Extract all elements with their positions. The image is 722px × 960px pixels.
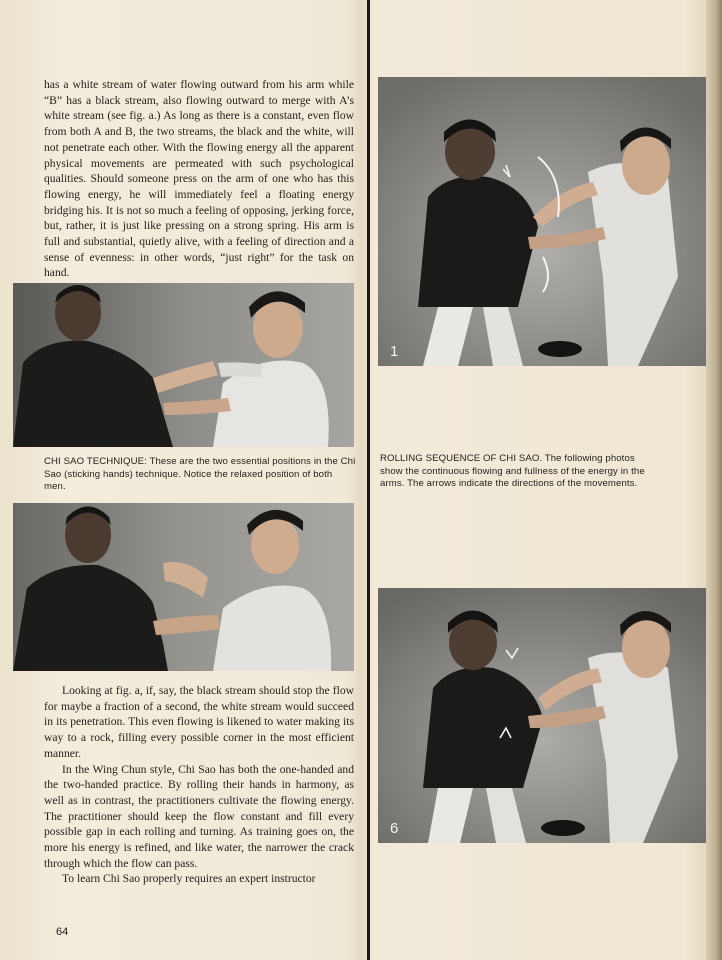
photo-rolling-sequence-1 bbox=[378, 77, 706, 366]
paragraph: In the Wing Chun style, Chi Sao has both the one-handed and the two-handed practice. By rolling their hands in harmony, as well as in contrast, the practitioners cultivate the flowing energy. The practitioner should keep the flow constant and fill every possible gap in each rolling and turning. As training goes on, the more his energy is refined, and like water, the narrower the crack through which the flow can pass. bbox=[44, 762, 354, 870]
caption-chi-sao-technique: CHI SAO TECHNIQUE: These are the two essential positions in the Chi Sao (sticking hands) technique. Notice the relaxed position of both men. bbox=[44, 456, 356, 493]
chi-sao-photo-4 bbox=[378, 588, 706, 843]
chi-sao-photo-1 bbox=[13, 283, 354, 447]
top-paragraph-text: has a white stream of water flowing outward from his arm while “B” has a black stream, also flowing outward to merge with A’s white stream (see fig. a.) As long as there is a constant, even flow from both A and B, the two streams, the black and the white, will not penetrate each other. With the flowing energy all the apparent physical movements are permeated with such psychological qualities. Should someone press on the arm of one who has this flowing energy, he will immediately feel a floating energy bridging his. It is not so much a feeling of opposing, jerking force, but, rather, it is just like pressing on a strong spring. His arm is full and substantial, quietly alive, with a feeling of direction and a sense of evenness: in other words, “just right” for the task on hand. bbox=[44, 78, 354, 280]
paragraph: To learn Chi Sao properly requires an expert instructor bbox=[62, 872, 316, 886]
chi-sao-photo-3 bbox=[378, 77, 706, 366]
page-number: 64 bbox=[56, 926, 69, 938]
photo-rolling-sequence-6 bbox=[378, 588, 706, 843]
chi-sao-photo-2 bbox=[13, 503, 354, 671]
figure-number-6: 6 bbox=[390, 820, 399, 837]
paragraph: Looking at fig. a, if, say, the black stream should stop the flow for maybe a fraction of a second, the white stream would succeed in its penetration. This even flowing is likened to water making its way to a rock, filling every possible corner in the most efficient manner. bbox=[44, 684, 354, 760]
figure-number-1: 1 bbox=[390, 343, 399, 360]
photo-chi-sao-position-2 bbox=[13, 503, 354, 671]
page-edge bbox=[706, 0, 722, 960]
page-gutter bbox=[367, 0, 370, 960]
photo-chi-sao-position-1 bbox=[13, 283, 354, 447]
bottom-paragraphs bbox=[44, 683, 354, 887]
caption-rolling-sequence: ROLLING SEQUENCE OF CHI SAO. The following photos show the continuous flowing and fullness of the energy in the arms. The arrows indicate the directions of the movements. bbox=[380, 453, 645, 490]
top-paragraph bbox=[44, 77, 354, 281]
